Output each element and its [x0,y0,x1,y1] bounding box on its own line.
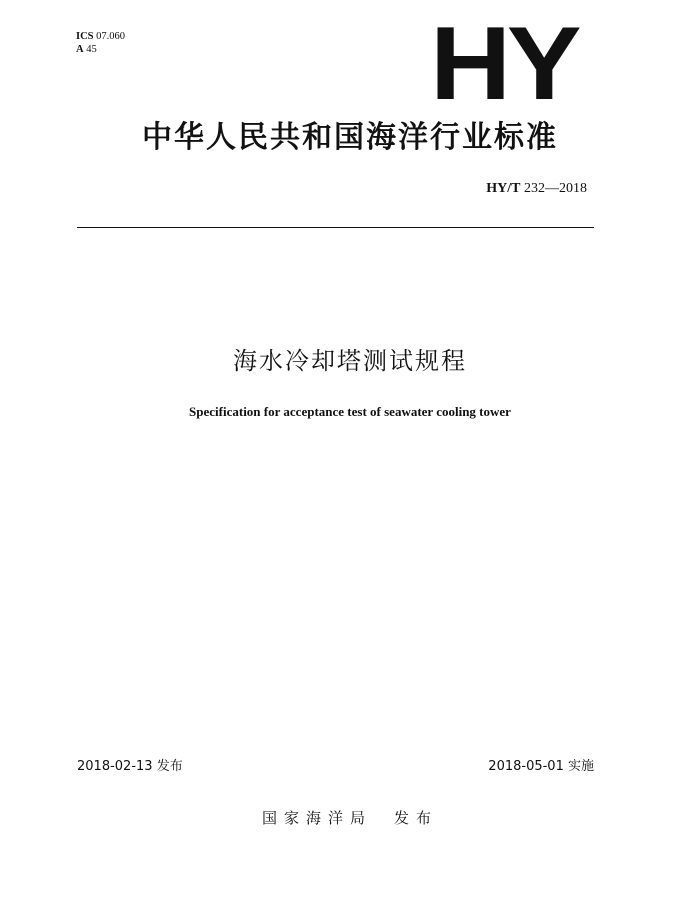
header-divider [77,227,594,228]
issue-date [77,758,183,776]
ics-prefix: ICS [76,31,94,42]
ccs-prefix: A [76,44,84,55]
implementation-label: 实施 [563,759,594,774]
implementation-date-value: 2018-05-01 [488,759,564,774]
standard-code [486,180,587,198]
document-title-english: Specification for acceptance test of seawater cooling tower [189,404,511,419]
implementation-date [488,758,594,776]
ics-code [76,30,125,43]
document-title-chinese: 海水冷却塔测试规程 [233,347,467,375]
standard-type-heading: 中华人民共和国海洋行业标准 [142,120,558,155]
publisher-action: 发布 [394,809,439,827]
standard-code-number: 232—2018 [520,181,587,196]
publisher-org: 国家海洋局 [261,809,372,827]
ics-number: 07.060 [93,31,126,42]
issue-label: 发布 [152,759,183,774]
ccs-code [76,43,125,56]
publisher-line [0,808,700,828]
ccs-number: 45 [83,44,97,55]
standard-code-prefix: HY/T [486,181,521,196]
hy-logo: HY [430,6,578,122]
issue-date-value: 2018-02-13 [77,759,153,774]
classification-codes [76,30,125,56]
